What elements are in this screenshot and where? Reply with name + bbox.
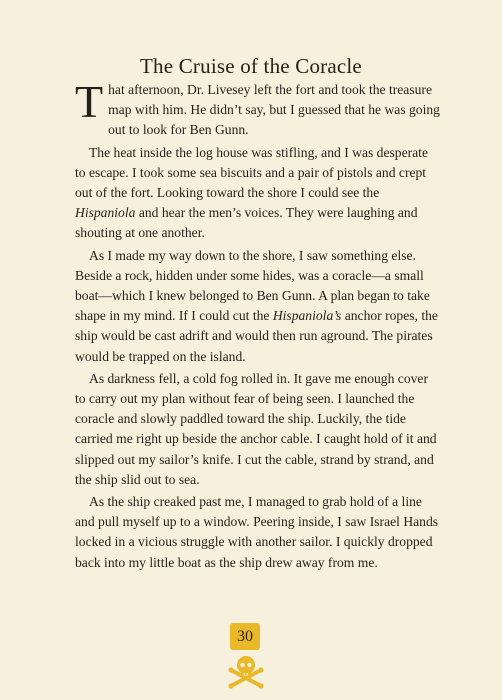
paragraph-3-text-a: As I made my way down to the shore, I saw something else. Beside a rock, hidden under some hides, was a coracle—a small boat—which I knew belonged to Ben Gunn. A plan began to take shape in my mind. If I could cut the <box>75 247 430 324</box>
page-number: 30 <box>237 627 253 645</box>
paragraph-2-text-b: and hear the men’s voices. They were laughing and shouting at one another. <box>75 205 418 241</box>
skull-and-crossbones-icon <box>226 650 266 692</box>
page-number-badge <box>230 623 260 650</box>
chapter-title: The Cruise of the Coracle <box>140 54 362 79</box>
paragraph-3-text-b: anchor ropes, the ship would be cast adrift and would then run aground. The pirates would be trapped on the island. <box>75 308 438 364</box>
ship-name-italic: Hispaniola’s <box>272 308 342 324</box>
paragraph-1-text: hat afternoon, Dr. Livesey left the fort and took the treasure map with him. He didn’t say, but I guessed that he was going out to look for Ben Gunn. <box>108 82 440 138</box>
paragraph-2 <box>75 143 440 244</box>
paragraph-2-text-a: The heat inside the log house was stifling, and I was desperate to escape. I took some sea biscuits and a pair of pistols and crept out of the fort. Looking toward the shore I could see the <box>75 144 428 201</box>
paragraph-5: As the ship creaked past me, I managed to grab hold of a line and pull myself up to a window. Peering inside, I saw Israel Hands locked in a vicious struggle with another sailor. I quickly dropped back into my little boat as the ship drew away from me. <box>75 494 439 570</box>
body-text <box>75 76 440 575</box>
paragraph-3 <box>75 246 440 367</box>
paragraph-1 <box>75 76 440 141</box>
paragraph-4: As darkness fell, a cold fog rolled in. It gave me enough cover to carry out my plan without fear of being seen. I launched the coracle and slowly paddled toward the ship. Luckily, the tide carried me right up beside the anchor cable. I caught hold of it and slipped out my sailor’s knife. I cut the cable, strand by strand, and the ship slid out to sea. <box>75 370 437 487</box>
drop-cap: T <box>75 76 104 127</box>
ship-name-italic: Hispaniola <box>75 205 136 221</box>
